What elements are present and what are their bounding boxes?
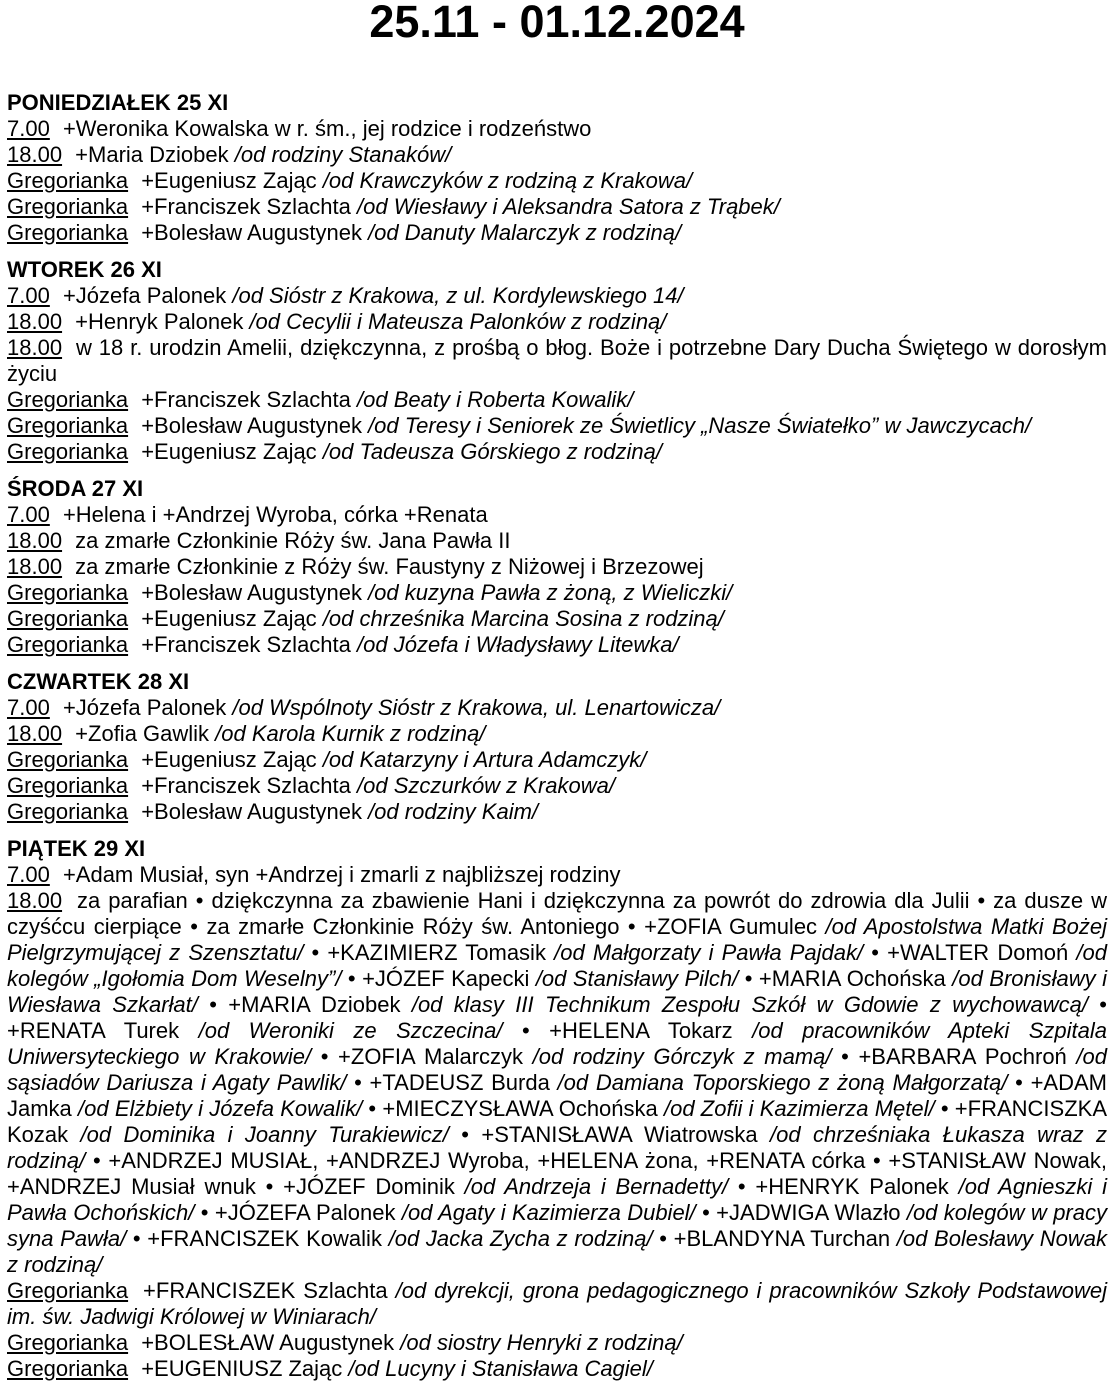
day-header: PIĄTEK 29 XI xyxy=(7,836,146,861)
time-label: Gregorianka xyxy=(7,168,129,193)
intention-text: +Bolesław Augustynek xyxy=(135,580,369,605)
intention-source: /od rodziny Górczyk z mamą/ xyxy=(532,1044,832,1069)
day-section xyxy=(7,836,1107,1382)
intention-source: /od Agnieszki i Pawła Ochońskich/ xyxy=(7,1174,1107,1225)
time-label: 18.00 xyxy=(7,528,63,553)
time-label: 18.00 xyxy=(7,142,63,167)
intention-text: +Bolesław Augustynek xyxy=(135,220,369,245)
intention-text: • +HELENA Tokarz xyxy=(502,1018,753,1043)
intention-text: • +ADAM Jamka xyxy=(7,1070,1107,1121)
intention-source: /od Szczurków z Krakowa/ xyxy=(357,773,615,798)
intention-text: +EUGENIUSZ Zając xyxy=(135,1356,349,1381)
mass-entry xyxy=(7,1330,1107,1356)
intention-source: /od Wiesławy i Aleksandra Satora z Trąbek/ xyxy=(357,194,780,219)
intention-source: /od Lucyny i Stanisława Cagiel/ xyxy=(348,1356,653,1381)
intention-source: /od Małgorzaty i Pawła Pajdak/ xyxy=(554,940,864,965)
mass-entry xyxy=(7,554,1107,580)
intention-text: • +BARBARA Pochroń xyxy=(831,1044,1077,1069)
day-header: WTOREK 26 XI xyxy=(7,257,162,282)
time-label: 7.00 xyxy=(7,283,50,308)
time-label: Gregorianka xyxy=(7,1278,129,1303)
time-label: 18.00 xyxy=(7,554,63,579)
intention-text: +Józefa Palonek xyxy=(56,695,233,720)
intention-text: +Weronika Kowalska w r. śm., jej rodzice i rodzeństwo xyxy=(56,116,592,141)
time-label: Gregorianka xyxy=(7,413,129,438)
intention-text: • +HENRYK Palonek xyxy=(728,1174,959,1199)
intention-text: • +WALTER Domoń xyxy=(863,940,1077,965)
intention-text: +Eugeniusz Zając xyxy=(135,606,323,631)
time-label: 7.00 xyxy=(7,862,50,887)
day-section xyxy=(7,476,1107,658)
intention-source: /od Bolesławy Nowak z rodziną/ xyxy=(7,1226,1107,1277)
mass-entry xyxy=(7,1356,1107,1382)
intention-source: /od Teresy i Seniorek ze Świetlicy „Nasze Światełko” w Jawczycach/ xyxy=(368,413,1032,438)
intention-source: /od Beaty i Roberta Kowalik/ xyxy=(357,387,634,412)
mass-entry xyxy=(7,721,1107,747)
intention-text: +Józefa Palonek xyxy=(56,283,233,308)
intention-source: /od Karola Kurnik z rodziną/ xyxy=(215,721,486,746)
mass-entry xyxy=(7,773,1107,799)
intention-source: /od Józefa i Władysławy Litewka/ xyxy=(357,632,679,657)
intention-text: +Franciszek Szlachta xyxy=(135,194,358,219)
intention-source: /od Jacka Zycha z rodziną/ xyxy=(388,1226,653,1251)
time-label: 7.00 xyxy=(7,116,50,141)
intention-source: /od kolegów „Igołomia Dom Weselny”/ xyxy=(7,940,1107,991)
intention-text: • +FRANCISZKA Kozak xyxy=(7,1096,1107,1147)
mass-entry xyxy=(7,502,1107,528)
intention-text: • +ZOFIA Malarczyk xyxy=(311,1044,533,1069)
intention-source: /od Zofii i Kazimierza Mętel/ xyxy=(663,1096,935,1121)
day-header: ŚRODA 27 XI xyxy=(7,476,144,501)
time-label: Gregorianka xyxy=(7,1330,129,1355)
intention-source: /od Weroniki ze Szczecina/ xyxy=(198,1018,503,1043)
mass-entry xyxy=(7,220,1107,246)
intention-text: za zmarłe Członkinie Róży św. Jana Pawła II xyxy=(69,528,511,553)
intention-text: • +MIECZYSŁAWA Ochońska xyxy=(362,1096,664,1121)
intention-text: +Henryk Palonek xyxy=(69,309,250,334)
intention-source: /od rodziny Kaim/ xyxy=(368,799,539,824)
intention-source: /od Cecylii i Mateusza Palonków z rodziną/ xyxy=(249,309,667,334)
intention-source: /od rodziny Stanaków/ xyxy=(234,142,452,167)
mass-entry xyxy=(7,888,1107,1278)
mass-entry xyxy=(7,695,1107,721)
mass-entry xyxy=(7,413,1107,439)
mass-entry xyxy=(7,168,1107,194)
intention-source: /od Wspólnoty Sióstr z Krakowa, ul. Lenartowicza/ xyxy=(232,695,721,720)
intention-source: /od kuzyna Pawła z żoną, z Wieliczki/ xyxy=(368,580,733,605)
time-label: Gregorianka xyxy=(7,580,129,605)
intention-text: • +MARIA Ochońska xyxy=(738,966,953,991)
time-label: Gregorianka xyxy=(7,387,129,412)
intention-source: /od Danuty Malarczyk z rodziną/ xyxy=(368,220,682,245)
day-header: CZWARTEK 28 XI xyxy=(7,669,190,694)
intention-source: /od chrześniaka Łukasza wraz z rodziną/ xyxy=(7,1122,1107,1173)
time-label: Gregorianka xyxy=(7,194,129,219)
intention-source: /od Krawczyków z rodziną z Krakowa/ xyxy=(322,168,693,193)
time-label: 7.00 xyxy=(7,695,50,720)
time-label: Gregorianka xyxy=(7,220,129,245)
mass-entry xyxy=(7,142,1107,168)
intention-text: • +JÓZEF Kapecki xyxy=(341,966,536,991)
mass-entry xyxy=(7,606,1107,632)
mass-entry xyxy=(7,528,1107,554)
intention-text: +Franciszek Szlachta xyxy=(135,387,358,412)
intention-text: +Franciszek Szlachta xyxy=(135,632,358,657)
mass-entry xyxy=(7,862,1107,888)
intention-text: • +KAZIMIERZ Tomasik xyxy=(303,940,555,965)
intention-text: za parafian • dziękczynna za zbawienie Hani i dziękczynna za powrót do zdrowia dla Julii • za dusze w czyśćcu cierpiące • za zmarłe Członkinie Róży św. Antoniego • +ZOFIA Gumulec xyxy=(7,888,1107,939)
mass-entry xyxy=(7,116,1107,142)
mass-entry xyxy=(7,387,1107,413)
mass-entry xyxy=(7,309,1107,335)
intention-source: /od Sióstr z Krakowa, z ul. Kordylewskiego 14/ xyxy=(232,283,684,308)
intention-text: +Eugeniusz Zając xyxy=(135,168,323,193)
intention-text: +Bolesław Augustynek xyxy=(135,413,369,438)
intention-source: /od Dominika i Joanny Turakiewicz/ xyxy=(80,1122,449,1147)
day-section xyxy=(7,669,1107,825)
mass-entry xyxy=(7,747,1107,773)
intention-text: +Bolesław Augustynek xyxy=(135,799,369,824)
intention-source: /od Tadeusza Górskiego z rodziną/ xyxy=(322,439,662,464)
intention-text: +Eugeniusz Zając xyxy=(135,747,323,772)
intention-source: /od Agaty i Kazimierza Dubiel/ xyxy=(401,1200,696,1225)
time-label: 18.00 xyxy=(7,888,63,913)
page-title: 25.11 - 01.12.2024 xyxy=(369,0,745,47)
intention-text: za zmarłe Członkinie z Róży św. Faustyny z Niżowej i Brzezowej xyxy=(69,554,704,579)
time-label: Gregorianka xyxy=(7,747,129,772)
intention-text: +BOLESŁAW Augustynek xyxy=(135,1330,401,1355)
time-label: Gregorianka xyxy=(7,799,129,824)
intention-text: • +JÓZEFA Palonek xyxy=(194,1200,402,1225)
mass-entry xyxy=(7,799,1107,825)
intention-source: /od Apostolstwa Matki Bożej Pielgrzymującej z Szensztatu/ xyxy=(7,914,1107,965)
intention-source: /od klasy III Technikum Zespołu Szkół w Gdowie z wychowawcą/ xyxy=(411,992,1088,1017)
intention-text: +Adam Musiał, syn +Andrzej i zmarli z najbliższej rodziny xyxy=(56,862,621,887)
time-label: Gregorianka xyxy=(7,606,129,631)
mass-entry xyxy=(7,439,1107,465)
mass-entry xyxy=(7,283,1107,309)
intention-text: +Helena i +Andrzej Wyroba, córka +Renata xyxy=(56,502,488,527)
time-label: 18.00 xyxy=(7,309,63,334)
intention-text: • +MARIA Dziobek xyxy=(197,992,412,1017)
intention-text: • +FRANCISZEK Kowalik xyxy=(126,1226,389,1251)
time-label: Gregorianka xyxy=(7,1356,129,1381)
intention-text: • +STANISŁAWA Wiatrowska xyxy=(448,1122,771,1147)
mass-schedule xyxy=(7,90,1107,1382)
time-label: Gregorianka xyxy=(7,632,129,657)
intention-text: +FRANCISZEK Szlachta xyxy=(135,1278,396,1303)
intention-source: /od sąsiadów Dariusza i Agaty Pawlik/ xyxy=(7,1044,1107,1095)
intention-text: +Maria Dziobek xyxy=(69,142,235,167)
day-section xyxy=(7,257,1107,465)
time-label: 18.00 xyxy=(7,721,63,746)
intention-source: /od Elżbiety i Józefa Kowalik/ xyxy=(78,1096,363,1121)
intention-source: /od Stanisławy Pilch/ xyxy=(535,966,739,991)
intention-source: /od dyrekcji, grona pedagogicznego i pracowników Szkoły Podstawowej im. św. Jadwigi Królowej w Winiarach/ xyxy=(7,1278,1107,1329)
time-label: Gregorianka xyxy=(7,773,129,798)
mass-entry xyxy=(7,632,1107,658)
time-label: Gregorianka xyxy=(7,439,129,464)
intention-text: +Zofia Gawlik xyxy=(69,721,216,746)
mass-entry xyxy=(7,1278,1107,1330)
intention-source: /od siostry Henryki z rodziną/ xyxy=(400,1330,683,1355)
intention-text: • +RENATA Turek xyxy=(7,992,1107,1043)
intention-text: • +ANDRZEJ MUSIAŁ, +ANDRZEJ Wyroba, +HELENA żona, +RENATA córka • +STANISŁAW Nowak, +ANDRZEJ Musiał wnuk • +JÓZEF Dominik xyxy=(7,1148,1107,1199)
intention-source: /od kolegów w pracy syna Pawła/ xyxy=(7,1200,1107,1251)
time-label: 7.00 xyxy=(7,502,50,527)
intention-source: /od Katarzyny i Artura Adamczyk/ xyxy=(322,747,647,772)
time-label: 18.00 xyxy=(7,335,63,360)
intention-text: +Franciszek Szlachta xyxy=(135,773,358,798)
mass-entry xyxy=(7,580,1107,606)
intention-source: /od Andrzeja i Bernadetty/ xyxy=(464,1174,729,1199)
intention-source: /od Bronisławy i Wiesława Szkarłat/ xyxy=(7,966,1107,1017)
day-header: PONIEDZIAŁEK 25 XI xyxy=(7,90,229,115)
intention-text: w 18 r. urodzin Amelii, dziękczynna, z prośbą o błog. Boże i potrzebne Dary Ducha Świętego w dorosłym życiu xyxy=(7,335,1107,386)
intention-source: /od Damiana Toporskiego z żoną Małgorzatą/ xyxy=(557,1070,1008,1095)
intention-source: /od pracowników Apteki Szpitala Uniwersyteckiego w Krakowie/ xyxy=(7,1018,1107,1069)
mass-entry xyxy=(7,335,1107,387)
intention-text: +Eugeniusz Zając xyxy=(135,439,323,464)
intention-text: • +TADEUSZ Burda xyxy=(346,1070,558,1095)
intention-text: • +JADWIGA Wlazło xyxy=(695,1200,907,1225)
intention-source: /od chrześnika Marcina Sosina z rodziną/ xyxy=(322,606,724,631)
day-section xyxy=(7,90,1107,246)
intention-text: • +BLANDYNA Turchan xyxy=(652,1226,897,1251)
mass-entry xyxy=(7,194,1107,220)
